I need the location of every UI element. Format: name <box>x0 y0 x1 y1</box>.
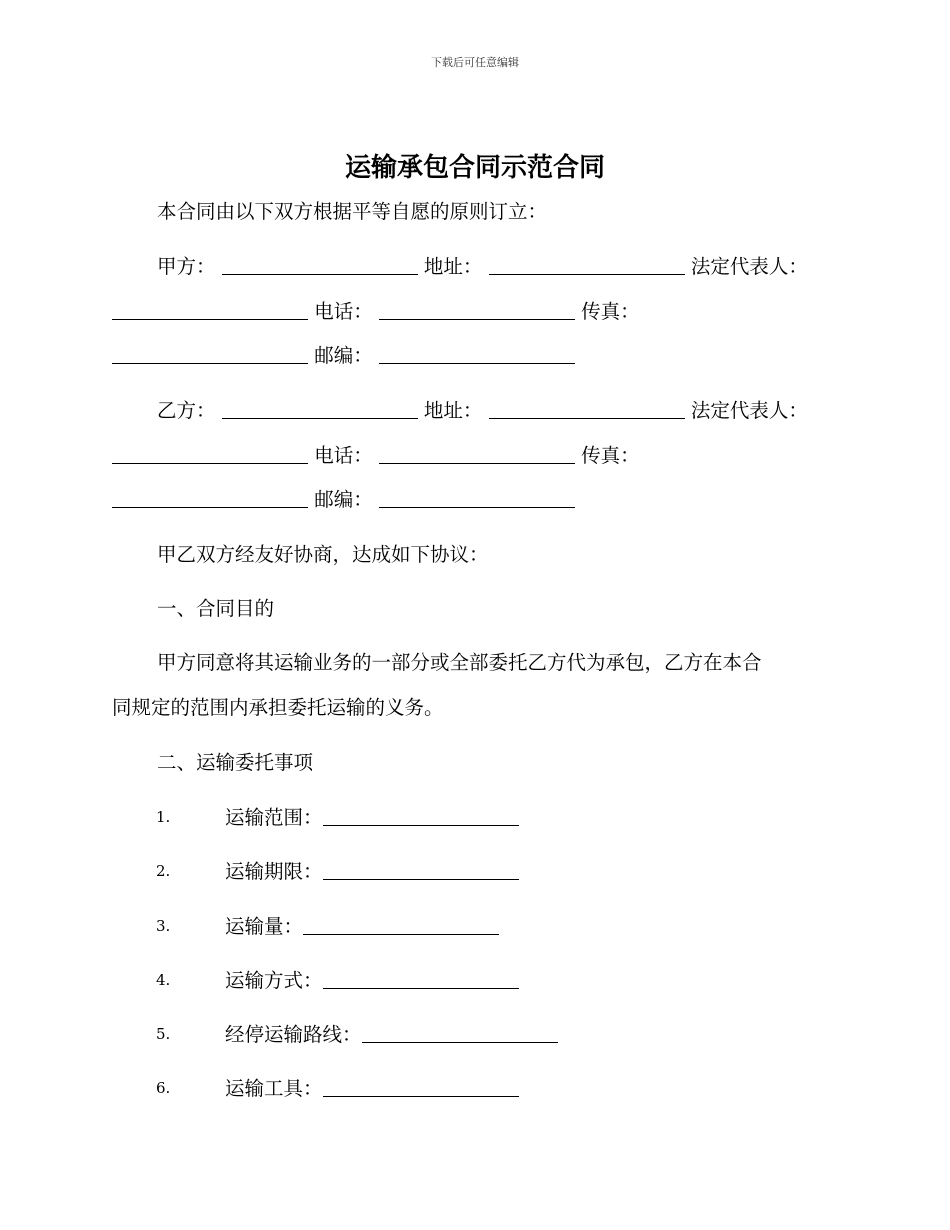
item-2-label: 运输期限： <box>225 860 323 883</box>
party-b-line-3 <box>112 485 575 514</box>
section-1-paragraph-line-2: 同规定的范围内承担委托运输的义务。 <box>112 696 444 719</box>
section-1-paragraph-line-1: 甲方同意将其运输业务的一部分或全部委托乙方代为承包，乙方在本合 <box>157 651 762 674</box>
party-a-zip-label: 邮编： <box>314 344 373 367</box>
party-a-rep-label: 法定代表人： <box>690 255 808 278</box>
item-6 <box>225 1074 519 1103</box>
party-a-fax-blank[interactable] <box>112 341 308 364</box>
party-b-zip-blank[interactable] <box>379 485 575 508</box>
document-title: 运输承包合同示范合同 <box>344 153 605 183</box>
item-3-blank[interactable] <box>303 912 499 935</box>
party-a-phone-blank[interactable] <box>379 297 575 320</box>
party-a-phone-label: 电话： <box>314 300 373 323</box>
party-b-name-blank[interactable] <box>222 396 418 419</box>
item-6-label: 运输工具： <box>225 1077 323 1100</box>
item-2 <box>225 857 519 886</box>
intro-text: 本合同由以下双方根据平等自愿的原则订立： <box>157 200 548 223</box>
section-1-heading: 一、合同目的 <box>157 597 275 620</box>
item-4 <box>225 966 519 995</box>
party-b-rep-blank[interactable] <box>112 441 308 464</box>
party-a-zip-blank[interactable] <box>379 341 575 364</box>
item-4-blank[interactable] <box>323 966 519 989</box>
party-b-line-2 <box>112 441 640 470</box>
party-b-label: 乙方： <box>157 399 216 422</box>
item-5 <box>225 1020 558 1049</box>
party-a-line-1 <box>157 252 808 281</box>
item-1-label: 运输范围： <box>225 806 323 829</box>
party-b-address-label: 地址： <box>423 399 483 422</box>
party-a-line-3 <box>112 341 575 370</box>
item-5-blank[interactable] <box>362 1020 558 1043</box>
party-a-fax-label: 传真： <box>581 300 640 323</box>
item-3 <box>225 912 499 941</box>
item-3-number: 3. <box>156 917 171 935</box>
party-a-address-label: 地址： <box>423 255 483 278</box>
item-5-label: 经停运输路线： <box>225 1023 362 1046</box>
item-2-blank[interactable] <box>323 857 519 880</box>
item-1-blank[interactable] <box>323 803 519 826</box>
party-b-fax-label: 传真： <box>581 444 640 467</box>
party-a-name-blank[interactable] <box>222 252 418 275</box>
party-b-zip-label: 邮编： <box>314 488 373 511</box>
party-b-rep-label: 法定代表人： <box>690 399 808 422</box>
item-1-number: 1. <box>156 808 171 826</box>
party-a-rep-blank[interactable] <box>112 297 308 320</box>
item-2-number: 2. <box>156 862 171 880</box>
party-b-phone-blank[interactable] <box>379 441 575 464</box>
party-b-address-blank[interactable] <box>489 396 685 419</box>
party-b-fax-blank[interactable] <box>112 485 308 508</box>
party-a-line-2 <box>112 297 640 326</box>
item-4-number: 4. <box>156 971 171 989</box>
item-5-number: 5. <box>156 1025 171 1043</box>
party-a-address-blank[interactable] <box>489 252 685 275</box>
item-6-blank[interactable] <box>323 1074 519 1097</box>
agreement-intro: 甲乙双方经友好协商，达成如下协议： <box>157 543 489 566</box>
party-b-phone-label: 电话： <box>314 444 373 467</box>
item-4-label: 运输方式： <box>225 969 323 992</box>
item-3-label: 运输量： <box>225 915 304 938</box>
page-header: 下载后可任意编辑 <box>431 56 519 69</box>
party-a-label: 甲方： <box>157 255 216 278</box>
party-b-line-1 <box>157 396 808 425</box>
section-2-heading: 二、运输委托事项 <box>157 751 314 774</box>
item-6-number: 6. <box>156 1079 171 1097</box>
item-1 <box>225 803 519 832</box>
